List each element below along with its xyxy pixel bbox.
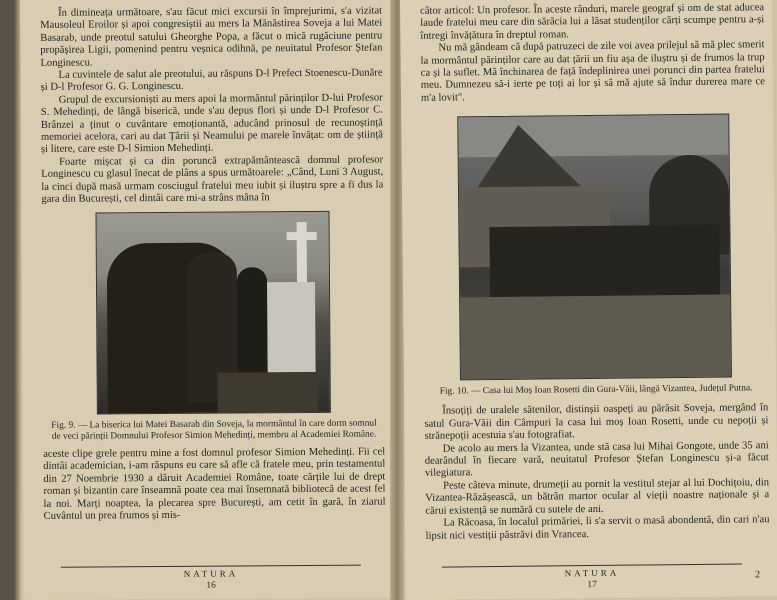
- right-paragraph-3: Însoțiți de uralele sătenilor, distinșii oaspeți au părăsit Soveja, mergând în satul Gura-Văii din Câmpuri la casa lui moș Ioan Rosetti, unde cu nepoții și strănepoții acestuia s'au fotografiat.: [424, 402, 769, 443]
- right-paragraph-6: La Răcoasa, în localul primăriei, li s'a servit o masă abondentă, din cari n'au lipsit nici vestiții păstrăvi din Vrancea.: [425, 514, 770, 542]
- left-paragraph-4: Foarte mișcat și ca din poruncă extrapământească domnul profesor Longinescu cu glasul înecat de plâns a spus următoarele: „Când, Luni 3 August, la cinci după masă urmam cosciugul fratelui meu iubit și iluștru spre a fi dus la gara din București, cel dintâi care mi-a strâns mâna în: [41, 154, 384, 205]
- left-paragraph-3: Grupul de excursioniști au mers apoi la mormântul părinților D-lui Profesor S. Mehedinți, de lângă biserică, unde s'au depus flori și unde D-l Profesor C. Brânzei a ținut o cuvântare emoționantă, aducând prinosul de recunoștință memoriei acelora, cari au dat Țării și Neamului pe marele învățat: om de știință și litere, care este D-l Simion Mehedinți.: [40, 92, 383, 156]
- page-number: 17: [587, 579, 597, 591]
- page-number: 16: [206, 580, 216, 591]
- left-paragraph-2: La cuvintele de salut ale preotului, au răspuns D-l Prefect Stoenescu-Dunăre și D-l Profesor G. G. Longinescu.: [40, 67, 383, 94]
- right-footer: [406, 563, 777, 592]
- left-footer: [24, 564, 398, 592]
- right-paragraph-5: Peste câteva minute, drumeții au pornit la vestitul stejar al lui Dochițoiu, din Vizantea-Răzășească, un bătrân martor ocular al vieții noastre naționale și a cărui existență se numără cu sutele de ani.: [425, 477, 770, 517]
- footer-title: NATURA: [564, 567, 620, 579]
- right-paragraph-2: Nu mă gândeam că după patruzeci de zile voi avea prilejul să mă plec smerit la mormântul părinților care au dat țării un fiu așa de iluștru și de frumos la trup ca și la suflet. Mă închinarea de față îndeplinirea unei porunci din partea fratelui meu. Dumnezeu să-i ierte pe toți ai lor și să mă ajute să îndur durerea mare ce m'a lovit".: [420, 39, 765, 104]
- right-page: [400, 0, 777, 600]
- left-paragraph-1: În dimineața următoare, s'au făcut mici excursii în împrejurimi, s'a vizitat Mausoleul Eroilor și apoi congresiștii au mers la Mănăstirea Soveja a lui Matei Basarab, unde preotul satului Gheorghe Popa, a făcut o mică rugăciune pentru propășirea Ligii, pomenind pentru veșnica odihnă, pe neuitatul Profesor Ștefan Longinescu.: [40, 5, 383, 69]
- sheet-mark: 2: [754, 569, 761, 581]
- footer-title: NATURA: [183, 568, 239, 579]
- left-page: [20, 0, 398, 600]
- figure-10-caption: Fig. 10. — Casa lui Moș Ioan Rosetti din Gura-Văii, lângă Vizantea, Județul Putna.: [439, 383, 753, 397]
- figure-9-caption: Fig. 9. — La biserica lui Matei Basarab din Soveja, la mormântul în care dorm somnul de veci părinții Domnului Profesor Simion Mehedinți, membru al Academiei Române.: [51, 418, 377, 442]
- photo-village-house: [457, 114, 732, 381]
- photo-church-grave: [95, 210, 330, 414]
- left-paragraph-5: aceste clipe grele pentru mine a fost domnul profesor Simion Mehedinți. Fii cel dintâi academician, i-am răspuns eu care să afle că fratele meu, prin testamentul din 27 Noembrie 1930 a dăruit Academiei Române, toate cărțile lui de drept roman și bizantin care înseamnă poate cea mai însemnată bibliotecă de acest fel la noi. Marți noaptea, la plecarea spre București, am cetit în gară, în ziarul Cuvântul un prea frumos și mis-: [43, 446, 386, 522]
- right-paragraph-1: câtor articol: Un profesor. În aceste rânduri, marele geograf și om de stat aducea laude fratelui meu care din sărăcia lui a lăsat studenților cărți scumpe pentru a-și întregi învățătura în dreptul roman.: [420, 2, 765, 42]
- right-paragraph-4: De acolo au mers la Vizantea, unde stă casa lui Mihai Gongote, unde 35 ani dearândul în fiecare vară, neuitatul Profesor Ștefan Longinescu și-a făcut vilegiatura.: [424, 439, 769, 480]
